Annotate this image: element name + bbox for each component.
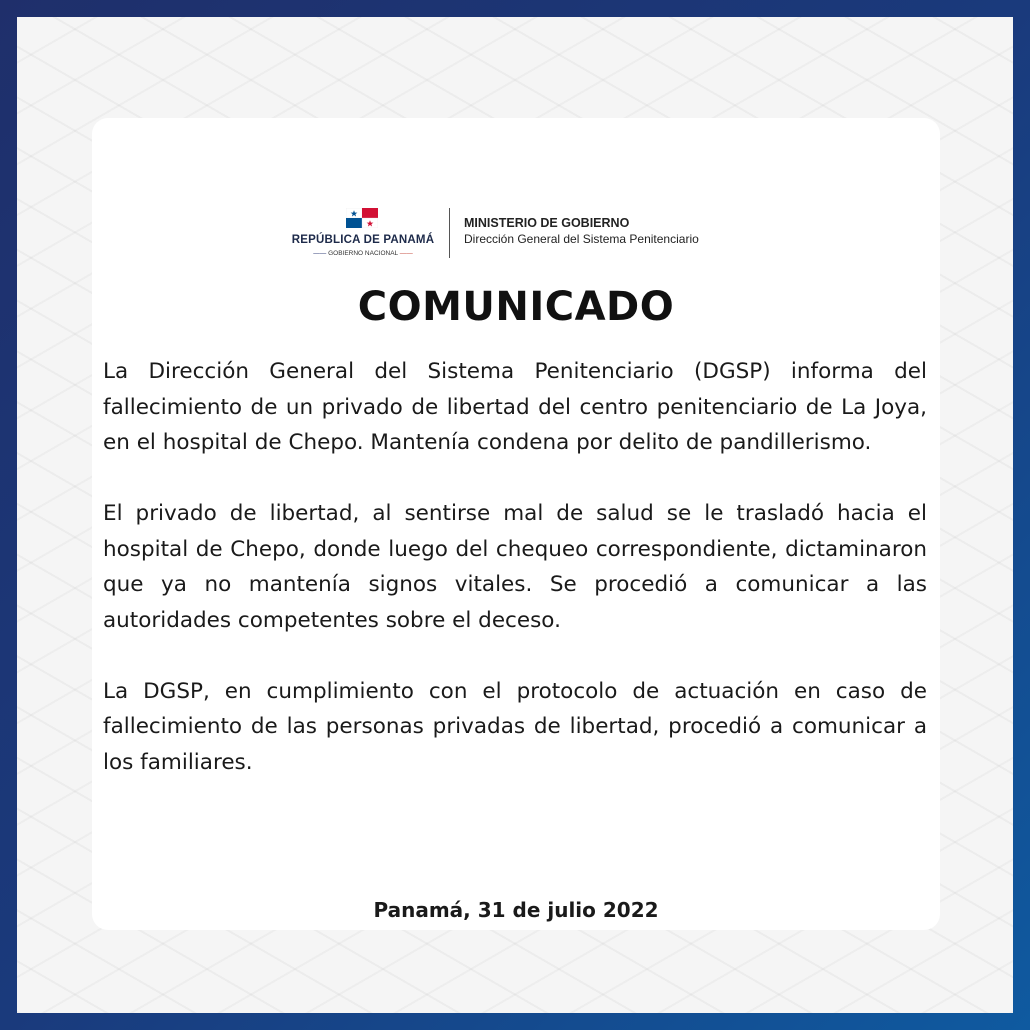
- communique-body: [103, 354, 927, 780]
- gobierno-nacional-text: GOBIERNO NACIONAL: [328, 250, 398, 257]
- ministry-logo-text: [464, 216, 754, 246]
- blue-dash: ——: [313, 250, 327, 257]
- paragraph-3: La DGSP, en cumplimiento con el protocolo de actuación en caso de fallecimiento de las personas privadas de libertad, procedió a comunicar a los familiares.: [103, 678, 927, 775]
- government-logo-block: [288, 206, 748, 262]
- republic-logo: [288, 206, 438, 262]
- panama-flag-icon: [346, 208, 378, 228]
- red-dash: ——: [399, 250, 413, 257]
- direction-name: Dirección General del Sistema Penitenciario: [464, 232, 699, 246]
- gobierno-nacional-label: [288, 250, 438, 257]
- republic-name: REPÚBLICA DE PANAMÁ: [291, 234, 435, 246]
- page-title: COMUNICADO: [357, 284, 675, 330]
- paragraph-1: La Dirección General del Sistema Penitenciario (DGSP) informa del fallecimiento de un privado de libertad del centro penitenciario de La Joya, en el hospital de Chepo. Mantenía condena por delito de pandillerismo.: [103, 359, 927, 455]
- ministry-name: MINISTERIO DE GOBIERNO: [464, 216, 630, 230]
- date-line: Panamá, 31 de julio 2022: [373, 898, 659, 922]
- paragraph-2: El privado de libertad, al sentirse mal de salud se le trasladó hacia el hospital de Chepo, donde luego del chequeo correspondiente, dictaminaron que ya no mantenía signos vitales. Se procedió a comunicar a las autoridades competentes sobre el deceso.: [103, 501, 927, 633]
- logo-divider: [449, 208, 450, 258]
